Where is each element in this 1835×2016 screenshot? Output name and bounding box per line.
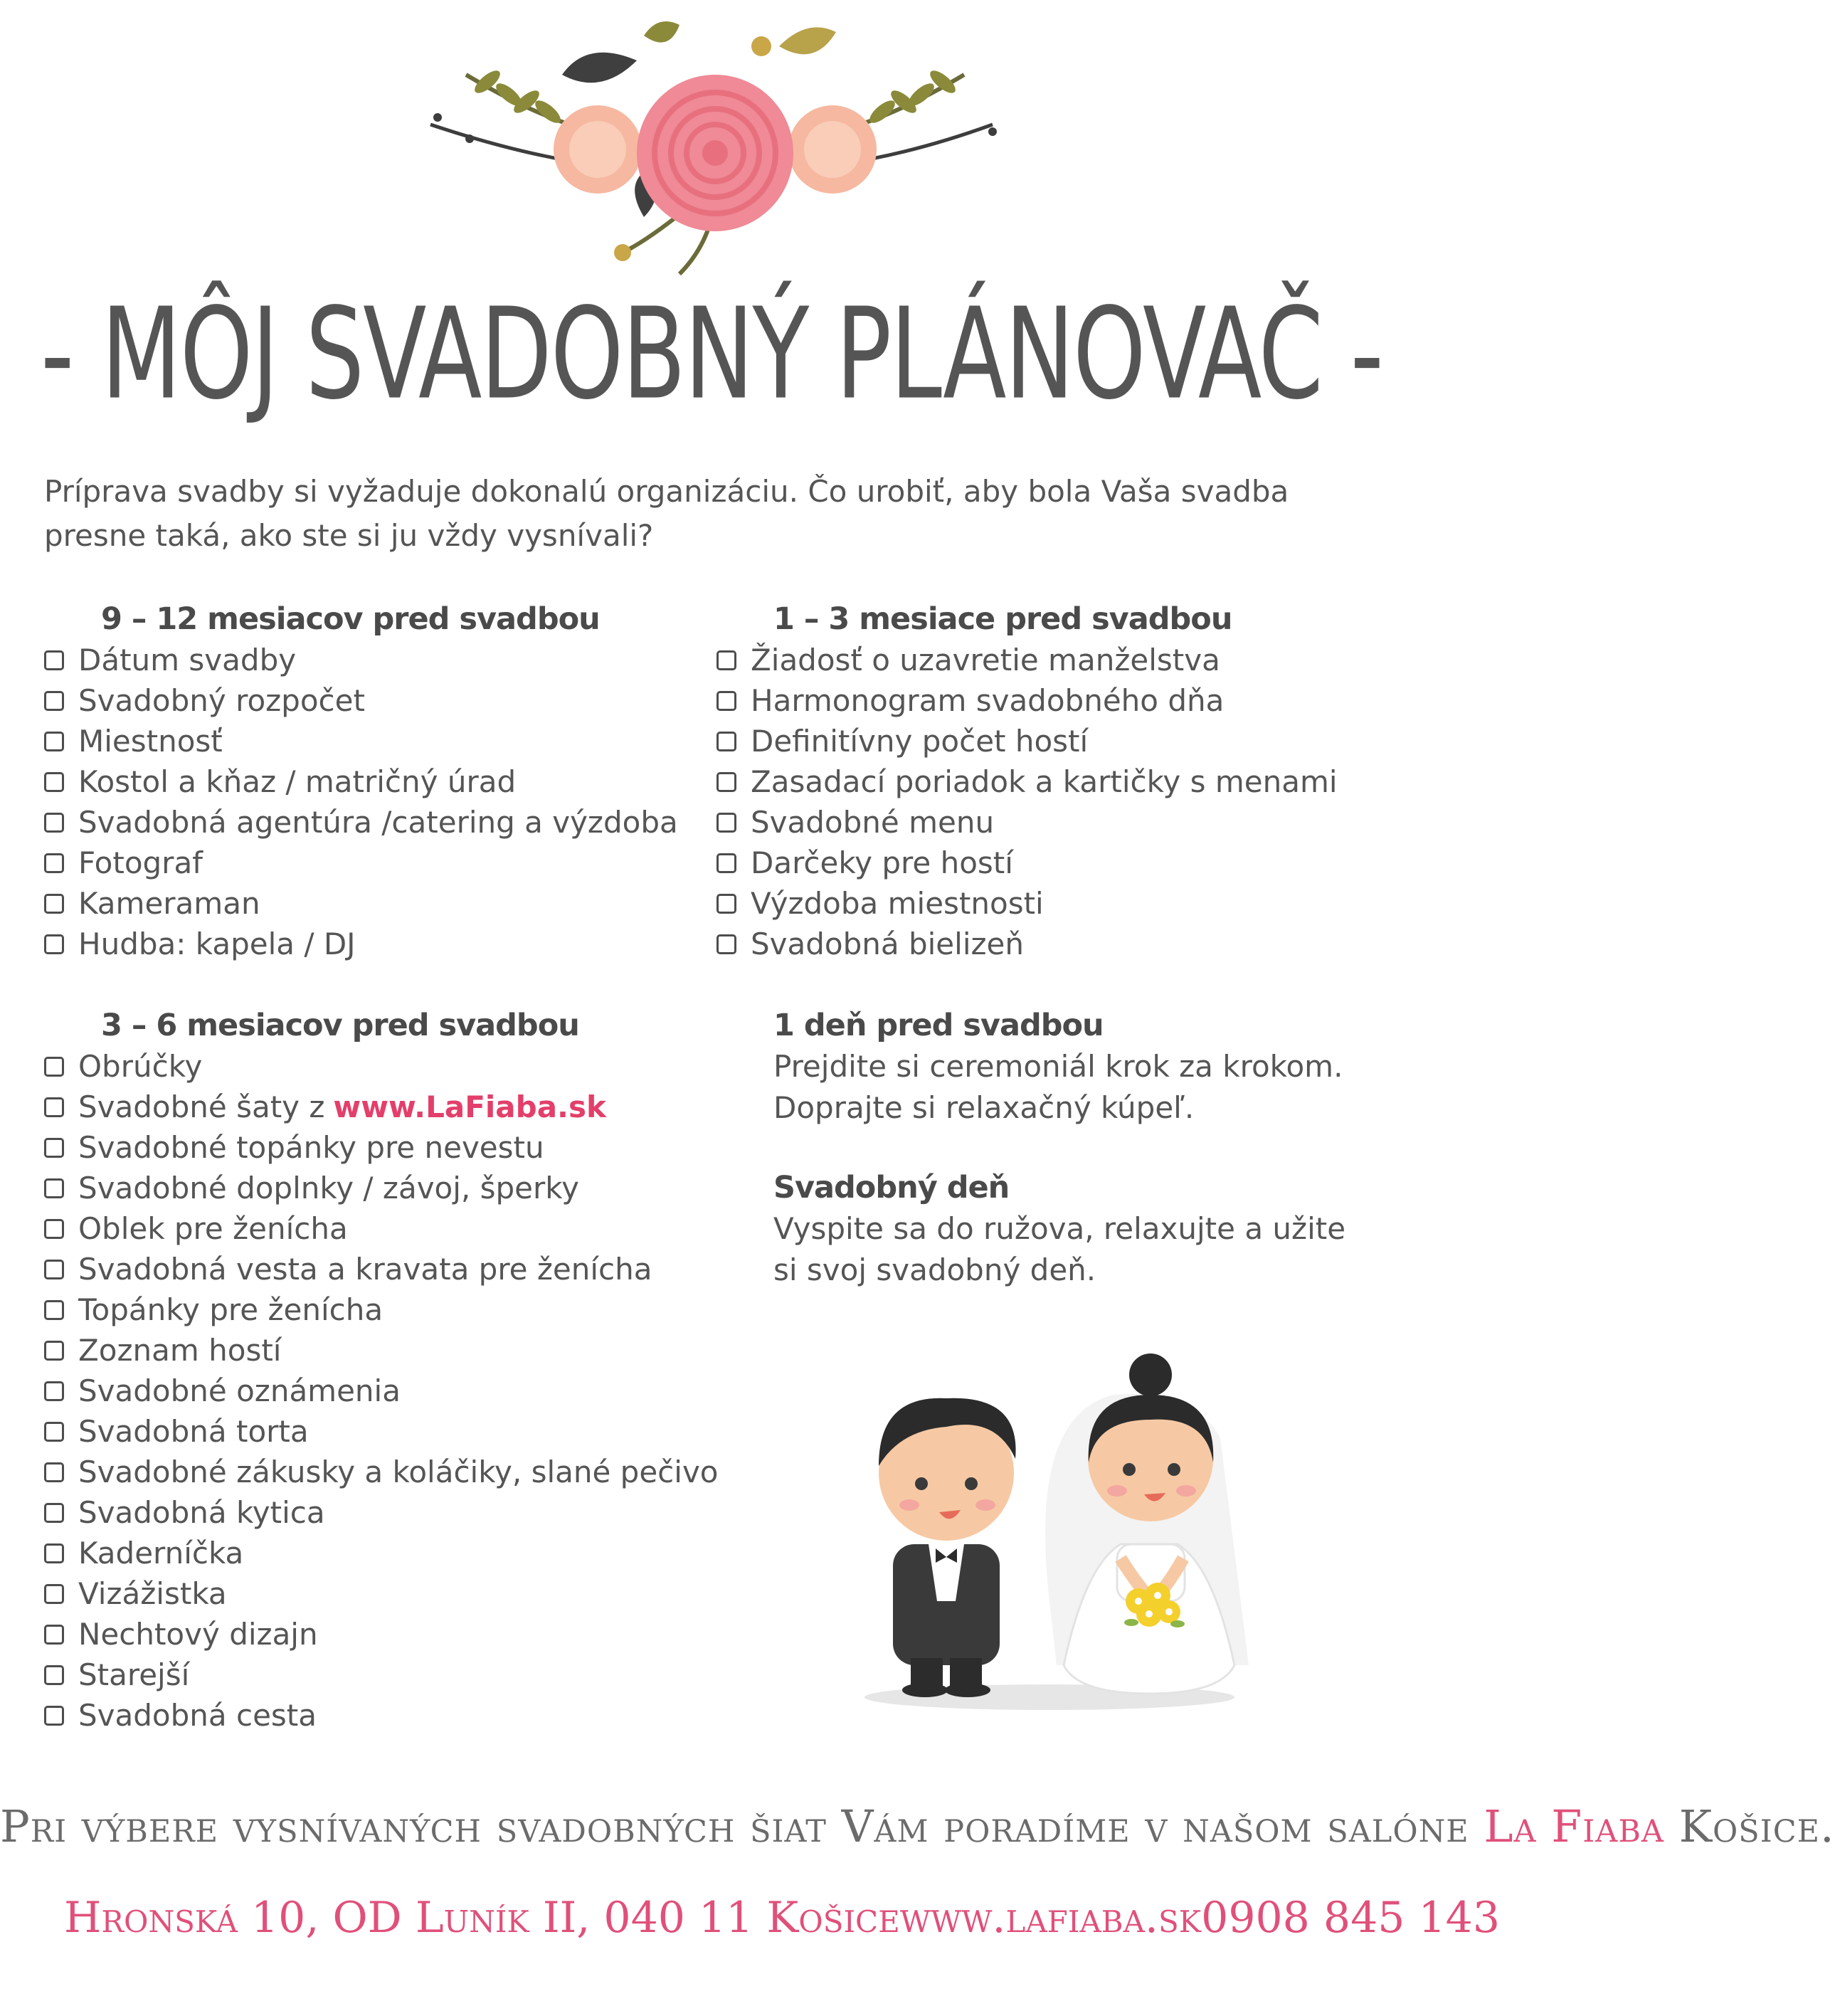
checkbox[interactable] [44, 1381, 64, 1401]
intro-paragraph: Príprava svadby si vyžaduje dokonalú organizáciu. Čo urobiť, aby bola Vaša svadba presne taká, ako ste si ju vždy vysnívali? [44, 474, 1289, 553]
checklist-item-label: Svadobná cesta [78, 1698, 317, 1733]
checklist-item[interactable] [44, 1168, 777, 1208]
checkbox[interactable] [44, 894, 64, 914]
checklist-item[interactable] [44, 1695, 777, 1736]
checkbox[interactable] [44, 1706, 64, 1726]
checklist-item-label: Miestnosť [78, 724, 223, 759]
footer-address: Hronská 10, OD Luník II, 040 11 Košice [64, 1893, 900, 1943]
section-9-12-months [44, 598, 727, 964]
checklist-item-label: Svadobné menu [751, 805, 995, 840]
checkbox[interactable] [44, 813, 64, 833]
checklist [44, 640, 727, 964]
footer-website[interactable]: www.lafiaba.sk [899, 1893, 1202, 1943]
title-text: MÔJ SVADOBNÝ PLÁNOVAČ [101, 281, 1322, 428]
checkbox[interactable] [716, 691, 736, 711]
checklist-item-label: Definitívny počet hostí [751, 724, 1089, 759]
checklist-item[interactable] [44, 843, 727, 883]
footer-contact-line [64, 1886, 1501, 1950]
checklist-item[interactable] [44, 680, 727, 721]
checklist-item-label: Kaderníčka [78, 1536, 244, 1571]
checklist-item-label: Topánky pre ženícha [78, 1292, 384, 1327]
footer-text: Pri výbere vysnívaných svadobných šiat Vám poradíme v našom salóne [0, 1800, 1469, 1852]
checkbox[interactable] [44, 1219, 64, 1239]
checklist-item[interactable] [44, 1289, 777, 1330]
text-line: Prejdite si ceremoniál krok za krokom. [773, 1049, 1343, 1084]
title-dash-right: - [1350, 281, 1382, 428]
checkbox[interactable] [44, 1178, 64, 1198]
checkbox[interactable] [716, 853, 736, 873]
checklist-item[interactable] [44, 1573, 777, 1614]
checklist-item-label: Svadobné šaty z [78, 1089, 325, 1124]
section-1-3-months [716, 598, 1392, 964]
checklist-item-label: Zasadací poriadok a kartičky s menami [751, 764, 1338, 799]
checkbox[interactable] [44, 772, 64, 792]
section-1-day-before [773, 1005, 1400, 1129]
text-line: Vyspite sa do ružova, relaxujte a užite [773, 1211, 1346, 1246]
checklist [44, 1046, 777, 1736]
lafiaba-link[interactable]: www.LaFiaba.sk [333, 1089, 606, 1124]
checklist-item[interactable] [44, 924, 727, 964]
checklist-item[interactable] [44, 1452, 777, 1492]
checkbox[interactable] [44, 934, 64, 954]
checkbox[interactable] [44, 1625, 64, 1645]
section-heading: 1 deň pred svadbou [773, 1008, 1104, 1043]
checklist-item-label: Svadobný rozpočet [78, 683, 365, 718]
checkbox[interactable] [716, 650, 736, 670]
checklist-item-label: Svadobné topánky pre nevestu [78, 1130, 544, 1165]
checkbox[interactable] [44, 1503, 64, 1523]
checklist-item[interactable] [44, 1533, 777, 1573]
checklist-item-label: Svadobné doplnky / závoj, šperky [78, 1171, 579, 1205]
page-title [0, 281, 1423, 428]
checkbox[interactable] [44, 1665, 64, 1685]
checklist-item[interactable] [716, 761, 1392, 802]
checkbox[interactable] [44, 1543, 64, 1563]
checklist-item[interactable] [44, 640, 727, 680]
footer-brand: La Fiaba [1484, 1800, 1664, 1852]
checkbox[interactable] [716, 772, 736, 792]
checklist-item[interactable] [44, 1087, 777, 1127]
checklist [716, 640, 1392, 964]
checklist-item-label: Kostol a kňaz / matričný úrad [78, 764, 517, 799]
checklist-item-label: Svadobná bielizeň [751, 927, 1024, 961]
section-heading: Svadobný deň [773, 1170, 1010, 1205]
checklist-item[interactable] [44, 1046, 777, 1087]
checklist-item-label: Kameraman [78, 886, 260, 921]
checklist-item[interactable] [716, 680, 1392, 721]
section-heading: 9 – 12 mesiacov pred svadbou [101, 601, 600, 637]
checklist-item-label: Dátum svadby [78, 643, 297, 677]
checklist-item-label: Harmonogram svadobného dňa [751, 683, 1225, 718]
footer-phone[interactable]: 0908 845 143 [1201, 1893, 1501, 1943]
checklist-item-label: Obrúčky [78, 1049, 203, 1084]
checkbox[interactable] [44, 1584, 64, 1604]
checkbox[interactable] [44, 1462, 64, 1482]
checklist-item[interactable] [44, 761, 727, 802]
checklist-item-label: Svadobné oznámenia [78, 1373, 401, 1408]
checklist-item-label: Svadobná torta [78, 1414, 309, 1449]
checklist-item[interactable] [716, 843, 1392, 883]
checklist-item-label: Svadobná vesta a kravata pre ženícha [78, 1252, 652, 1287]
checklist-item[interactable] [44, 1249, 777, 1289]
checklist-item[interactable] [44, 1655, 777, 1695]
checklist-item[interactable] [716, 802, 1392, 843]
checkbox[interactable] [44, 1138, 64, 1158]
text-line: si svoj svadobný deň. [773, 1252, 1096, 1287]
checkbox[interactable] [44, 1097, 64, 1117]
checkbox[interactable] [44, 732, 64, 751]
bride-groom-illustration [850, 1331, 1277, 1715]
checkbox[interactable] [44, 1057, 64, 1077]
checklist-item[interactable] [44, 1127, 777, 1168]
checklist-item[interactable] [716, 640, 1392, 680]
checkbox[interactable] [44, 1260, 64, 1279]
checkbox[interactable] [716, 894, 736, 914]
checklist-item[interactable] [716, 883, 1392, 924]
checkbox[interactable] [716, 732, 736, 751]
checklist-item[interactable] [44, 1371, 777, 1411]
checkbox[interactable] [44, 1341, 64, 1361]
checkbox[interactable] [44, 1422, 64, 1442]
footer-city: Košice. [1678, 1800, 1835, 1852]
checklist-item-label: Svadobná agentúra /catering a výzdoba [78, 805, 678, 840]
checklist-item-label: Oblek pre ženícha [78, 1211, 348, 1246]
checklist-item-label: Výzdoba miestnosti [751, 886, 1044, 921]
checklist-item[interactable] [716, 924, 1392, 964]
title-dash-left: - [41, 281, 73, 428]
checklist-item-label: Vizážistka [78, 1576, 227, 1611]
checklist-item[interactable] [44, 1208, 777, 1249]
checklist-item-label: Svadobná kytica [78, 1495, 325, 1530]
checklist-item[interactable] [44, 883, 727, 924]
checklist-item-label: Zoznam hostí [78, 1333, 282, 1368]
section-wedding-day [773, 1167, 1400, 1291]
checkbox[interactable] [44, 1300, 64, 1320]
checklist-item[interactable] [716, 721, 1392, 761]
checkbox[interactable] [716, 813, 736, 833]
text-line: Doprajte si relaxačný kúpeľ. [773, 1090, 1195, 1125]
checklist-item[interactable] [44, 721, 727, 761]
checklist-item-label: Fotograf [78, 845, 203, 880]
checklist-item-label: Žiadosť o uzavretie manželstva [751, 643, 1220, 677]
bride-figure [1045, 1353, 1249, 1694]
section-heading: 3 – 6 mesiacov pred svadbou [101, 1008, 579, 1043]
checklist-item[interactable] [44, 1330, 777, 1371]
checkbox[interactable] [716, 934, 736, 954]
checklist-item-label: Nechtový dizajn [78, 1617, 318, 1652]
checklist-item[interactable] [44, 802, 727, 843]
checklist-item-label: Darčeky pre hostí [751, 845, 1013, 880]
checklist-item-label: Hudba: kapela / DJ [78, 927, 356, 961]
footer-salon-line [0, 1800, 1835, 1852]
checkbox[interactable] [44, 691, 64, 711]
section-heading: 1 – 3 mesiace pred svadbou [773, 601, 1232, 637]
checklist-item[interactable] [44, 1614, 777, 1655]
floral-decoration [409, 18, 1021, 292]
checklist-item[interactable] [44, 1492, 777, 1533]
checkbox[interactable] [44, 853, 64, 873]
checkbox[interactable] [44, 650, 64, 670]
section-3-6-months [44, 1005, 777, 1736]
checklist-item-label: Starejší [78, 1657, 190, 1692]
checklist-item[interactable] [44, 1411, 777, 1452]
groom-figure [879, 1398, 1016, 1697]
checklist-item-label: Svadobné zákusky a koláčiky, slané pečivo [78, 1455, 719, 1489]
